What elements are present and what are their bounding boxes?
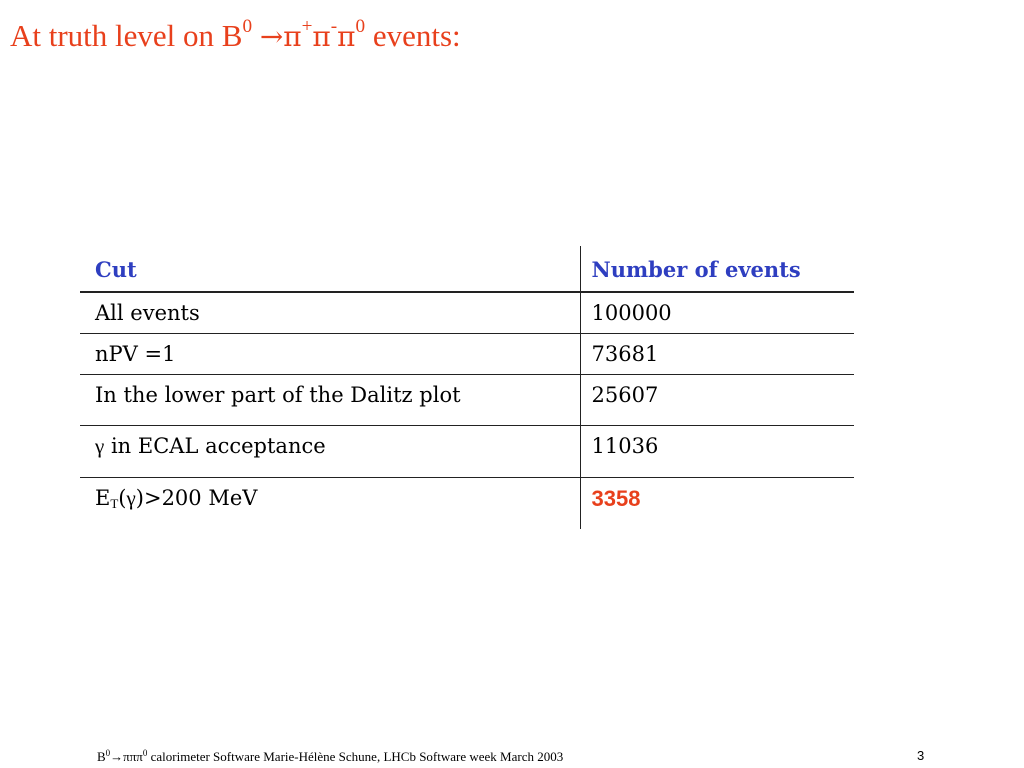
table-row — [80, 292, 854, 333]
paren-open: ( — [118, 485, 127, 510]
title-suffix: events: — [372, 18, 461, 53]
title-prefix: At truth level on B — [10, 18, 243, 53]
footer-pions: πππ — [123, 749, 143, 764]
title-minus-superscript: - — [330, 15, 338, 37]
footer-text: calorimeter Software Marie-Hélène Schune, LHCb Software week March 2003 — [147, 749, 564, 764]
cut-cell — [80, 425, 580, 477]
table-row — [80, 333, 854, 374]
footer-pion-superscript: 0 — [142, 748, 148, 758]
cut-cell: nPV =1 — [80, 333, 580, 374]
cut-cell: In the lower part of the Dalitz plot — [80, 374, 580, 425]
header-number-of-events: Number of events — [580, 246, 854, 292]
count-cell — [580, 477, 854, 529]
slide-title — [10, 14, 461, 59]
table-row — [80, 477, 854, 529]
title-pi-zero: π — [337, 20, 356, 53]
title-plus-superscript: + — [301, 15, 313, 37]
title-zero-superscript: 0 — [355, 15, 366, 37]
count-cell: 11036 — [580, 425, 854, 477]
table-row — [80, 374, 854, 425]
count-cell: 25607 — [580, 374, 854, 425]
cut-flow-table — [80, 246, 854, 529]
count-cell: 73681 — [580, 333, 854, 374]
title-arrow: → — [259, 20, 284, 53]
cut-cell: All events — [80, 292, 580, 333]
cut-text: in ECAL acceptance — [110, 433, 326, 458]
gamma-symbol: γ — [126, 485, 136, 510]
footer-b-superscript: 0 — [105, 748, 111, 758]
gamma-symbol: γ — [95, 433, 105, 458]
title-b-superscript: 0 — [242, 15, 253, 37]
header-cut: Cut — [80, 246, 580, 292]
cut-text: )>200 MeV — [135, 485, 258, 510]
count-cell: 100000 — [580, 292, 854, 333]
et-subscript: T — [110, 495, 119, 511]
footer-b: B — [97, 749, 106, 764]
et-symbol: E — [95, 485, 111, 510]
cut-cell — [80, 477, 580, 529]
title-pi-minus: π — [312, 20, 331, 53]
table-row — [80, 425, 854, 477]
page-number: 3 — [917, 748, 925, 763]
table-header-row — [80, 246, 854, 292]
title-pi-plus: π — [283, 20, 302, 53]
slide-footer — [97, 748, 563, 765]
footer-arrow: → — [110, 749, 124, 764]
highlighted-count: 3358 — [591, 485, 641, 511]
